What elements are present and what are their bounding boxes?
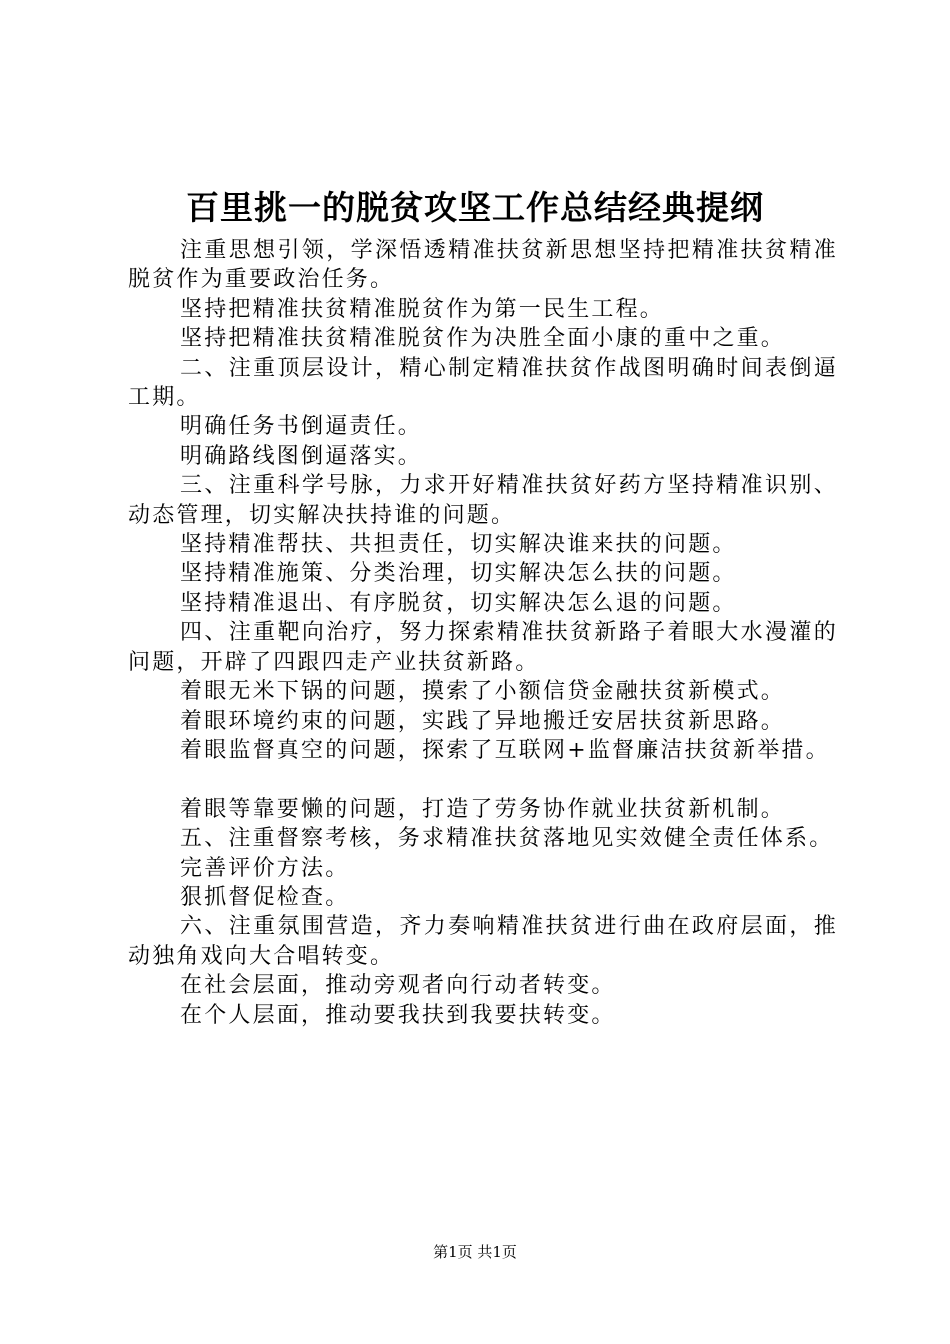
paragraph: 四、注重靶向治疗，努力探索精准扶贫新路子着眼大水漫灌的问题，开辟了四跟四走产业扶贫新路。 xyxy=(128,620,838,675)
paragraph: 明确路线图倒逼落实。 xyxy=(180,443,423,469)
paragraph: 六、注重氛围营造，齐力奏响精准扶贫进行曲在政府层面，推动独角戏向大合唱转变。 xyxy=(128,914,838,969)
paragraph: 着眼无米下锅的问题，摸索了小额信贷金融扶贫新模式。 xyxy=(180,679,786,705)
paragraph: 二、注重顶层设计，精心制定精准扶贫作战图明确时间表倒逼工期。 xyxy=(128,355,838,411)
paragraph: 三、注重科学号脉，力求开好精准扶贫好药方坚持精准识别、动态管理，切实解决扶持谁的问题。 xyxy=(128,473,838,528)
paragraph: 在社会层面，推动旁观者向行动者转变。 xyxy=(180,973,616,999)
paragraph: 坚持把精准扶贫精准脱贫作为第一民生工程。 xyxy=(180,296,665,322)
paragraph: 五、注重督察考核，务求精准扶贫落地见实效健全责任体系。 xyxy=(180,826,834,852)
paragraph: 坚持精准施策、分类治理，切实解决怎么扶的问题。 xyxy=(180,561,737,587)
paragraph: 狠抓督促检查。 xyxy=(180,884,350,910)
paragraph: 坚持把精准扶贫精准脱贫作为决胜全面小康的重中之重。 xyxy=(180,326,786,352)
paragraph: 完善评价方法。 xyxy=(180,855,350,881)
paragraph: 坚持精准退出、有序脱贫，切实解决怎么退的问题。 xyxy=(180,590,737,616)
document-body xyxy=(128,236,838,1030)
paragraph: 明确任务书倒逼责任。 xyxy=(180,414,423,440)
paragraph: 着眼环境约束的问题，实践了异地搬迁安居扶贫新思路。 xyxy=(180,708,786,734)
document-title: 百里挑一的脱贫攻坚工作总结经典提纲 xyxy=(186,188,764,227)
paragraph: 坚持精准帮扶、共担责任，切实解决谁来扶的问题。 xyxy=(180,532,737,558)
paragraph: 在个人层面，推动要我扶到我要扶转变。 xyxy=(180,1002,616,1028)
paragraph: 着眼等靠要懒的问题，打造了劳务协作就业扶贫新机制。 xyxy=(180,796,786,822)
paragraph: 注重思想引领，学深悟透精准扶贫新思想坚持把精准扶贫精准脱贫作为重要政治任务。 xyxy=(128,238,838,293)
paragraph: 着眼监督真空的问题，探索了互联网+监督廉洁扶贫新举措。 xyxy=(180,737,830,763)
page-footer: 第1页 共1页 xyxy=(433,1243,517,1261)
